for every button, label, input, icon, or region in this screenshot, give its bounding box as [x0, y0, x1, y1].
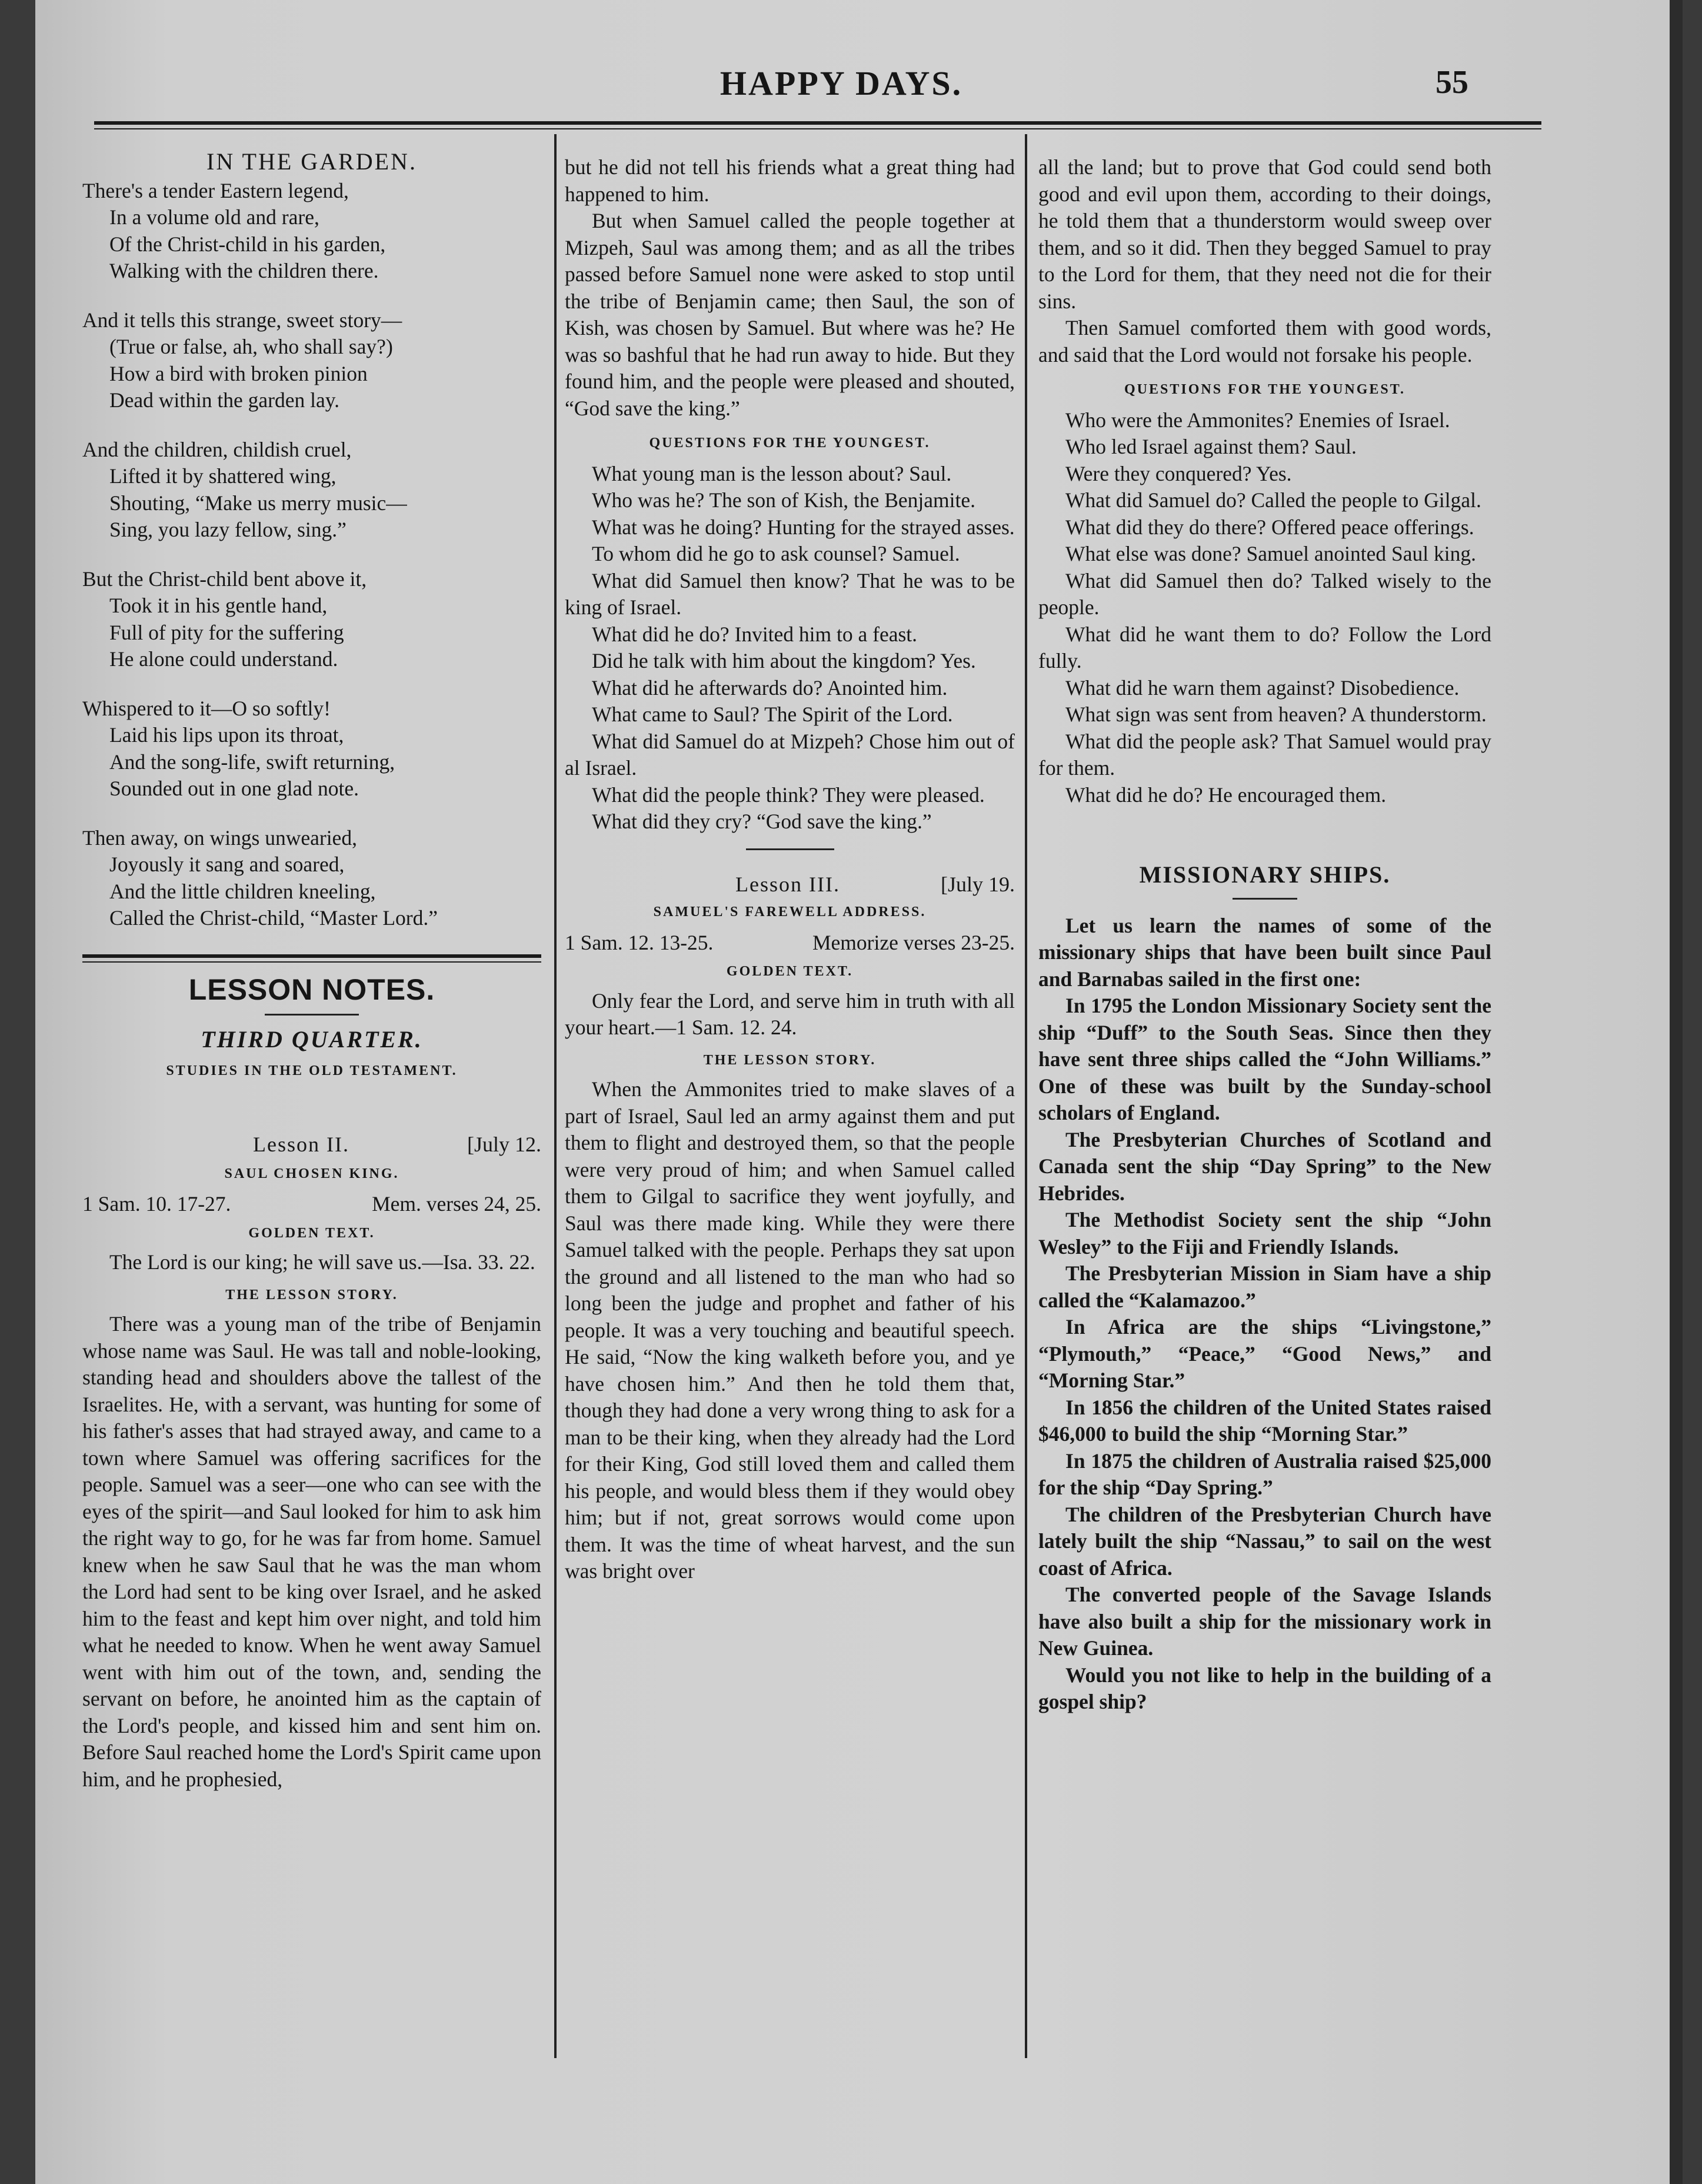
poem-stanzas — [82, 178, 541, 932]
ships-paragraph: The Presbyterian Churches of Scotland and Canada sent the ship “Day Spring” to the New Hebrides. — [1038, 1127, 1491, 1205]
lesson2-questions — [565, 461, 1015, 835]
poem-line: And the children, childish cruel, — [82, 437, 352, 461]
question-answer: What did he afterwards do? Anointed him. — [592, 675, 948, 700]
question-answer: What sign was sent from heaven? A thunderstorm. — [1065, 703, 1487, 726]
question-answer: What did he do? He encouraged them. — [1065, 783, 1387, 807]
lesson3-questions-label: QUESTIONS FOR THE YOUNGEST. — [1124, 382, 1405, 397]
poem-line: Laid his lips upon its throat, — [109, 723, 344, 747]
poem-line: Walking with the children there. — [109, 259, 379, 282]
question-answer: What did he want them to do? Follow the Lord fully. — [1038, 622, 1491, 672]
lesson3-memory-verses: Memorize verses 23-25. — [812, 930, 1015, 954]
question-answer: What young man is the lesson about? Saul. — [592, 461, 952, 485]
short-rule — [1233, 898, 1297, 900]
lesson3-golden-text: Only fear the Lord, and serve him in truth with all your heart.—1 Sam. 12. 24. — [565, 988, 1015, 1039]
question-answer: What did they cry? “God save the king.” — [592, 810, 932, 833]
question-answer: What did Samuel then know? That he was to be king of Israel. — [565, 568, 1015, 619]
ships-paragraph: In 1856 the children of the United States raised $46,000 to build the ship “Morning Star.” — [1038, 1395, 1491, 1446]
poem-line: Full of pity for the suffering — [109, 620, 344, 644]
page-number: 55 — [1435, 64, 1468, 101]
lesson2-scripture: 1 Sam. 10. 17-27. — [82, 1192, 231, 1216]
poem-line: Sounded out in one glad note. — [109, 777, 359, 800]
lesson3-story-continued-1: all the land; but to prove that God could send both good and evil upon them, according to their doings, he told them that a thunderstorm would sweep over them, and so it did. Then they begged Samuel to pray to the Lord for them, that they need not die for their sins. — [1038, 155, 1491, 313]
question-answer: What came to Saul? The Spirit of the Lord. — [592, 703, 953, 726]
poem-line: And it tells this strange, sweet story— — [82, 308, 402, 332]
poem-line: He alone could understand. — [109, 647, 338, 671]
ships-paragraph: In 1795 the London Missionary Society sent the ship “Duff” to the South Seas. Since then they have sent three ships called the “John Williams.” One of these was built by the Sunday-school scholars of England. — [1038, 994, 1491, 1124]
lesson3-heading — [565, 871, 1015, 898]
question-answer: Did he talk with him about the kingdom? Yes. — [592, 649, 976, 672]
poem-line: Sing, you lazy fellow, sing.” — [109, 518, 347, 541]
lesson2-memory-verses: Mem. verses 24, 25. — [372, 1192, 541, 1216]
question-answer: What did he warn them against? Disobedience. — [1065, 675, 1460, 700]
header-rule-thin — [94, 128, 1541, 129]
poem-line: And the song-life, swift returning, — [109, 750, 395, 774]
lesson2-date: [July 12. — [467, 1133, 541, 1156]
ships-paragraph: The Methodist Society sent the ship “John Wesley” to the Fiji and Friendly Islands. — [1038, 1208, 1491, 1259]
lesson2-story-continued-2: But when Samuel called the people together at Mizpeh, Saul was among them; and as all the tribes passed before Samuel none were asked to stop until the tribe of Benjamin came; then Saul, the son of Kish, was chosen by Samuel. But where was he? He was so bashful that he had run away to hide. But they found him, and the people were pleased and shouted, “God save the king.” — [565, 209, 1015, 420]
column-divider-2 — [1025, 134, 1027, 2058]
poem-line: And the little children kneeling, — [109, 879, 376, 903]
missionary-ships-body — [1038, 913, 1491, 1716]
question-answer: Who led Israel against them? Saul. — [1065, 435, 1357, 458]
header-rule-thick — [94, 121, 1541, 125]
ships-paragraph: In Africa are the ships “Livingstone,” “Plymouth,” “Peace,” “Good News,” and “Morning Star.” — [1038, 1315, 1491, 1392]
poem-line: Took it in his gentle hand, — [109, 594, 328, 617]
column-1 — [82, 148, 541, 1793]
ships-paragraph: The children of the Presbyterian Church have lately built the ship “Nassau,” to sail on the west coast of Africa. — [1038, 1502, 1491, 1580]
poem-line: Then away, on wings unwearied, — [82, 825, 357, 850]
lesson2-golden-text: The Lord is our king; he will save us.—Isa. 33. 22. — [109, 1250, 535, 1274]
question-answer: Who was he? The son of Kish, the Benjamite. — [592, 488, 976, 512]
lesson2-story: There was a young man of the tribe of Benjamin whose name was Saul. He was tall and noble-looking, standing head and shoulders above the tallest of the Israelites. He, with a servant, was hunting for some of his father's asses that had strayed away, and came to a town where Samuel was offering sacrifices for the people. Samuel was a seer—one who can see with the eyes of the spirit—and Saul looked for him to ask him the right way to go, for he was far from home. Samuel knew when he saw Saul that he was the man whom the Lord had sent to be king over Israel, and he asked him to the feast and kept him over night, and told him what he needed to know. When he went away Samuel went with him out of the town, and, sending the servant on before, he anointed him as the captain of the Lord's people, and kissed him and sent him on. Before Saul reached home the Lord's Spirit came upon him, and he prophesied, — [82, 1312, 541, 1791]
lesson2-heading — [82, 1131, 541, 1158]
lesson3-golden-label: GOLDEN TEXT. — [726, 964, 854, 979]
section-rule-thick — [82, 954, 541, 958]
question-answer: To whom did he go to ask counsel? Samuel. — [592, 542, 960, 565]
question-answer: What did Samuel do? Called the people to Gilgal. — [1065, 488, 1481, 512]
question-answer: What did the people ask? That Samuel would pray for them. — [1038, 729, 1491, 780]
poem-line: Whispered to it—O so softly! — [82, 696, 331, 720]
ships-paragraph: The converted people of the Savage Islands have also built a ship for the missionary work in New Guinea. — [1038, 1583, 1491, 1660]
studies-subheading: STUDIES IN THE OLD TESTAMENT. — [166, 1063, 458, 1078]
poem-line: Shouting, “Make us merry music— — [109, 491, 407, 515]
poem-stanza — [82, 437, 541, 544]
poem-stanza — [82, 695, 541, 803]
question-answer: What did the people think? They were pleased. — [592, 783, 985, 807]
lesson3-questions — [1038, 407, 1491, 809]
poem-line: Of the Christ-child in his garden, — [109, 232, 386, 256]
poem-line: (True or false, ah, who shall say?) — [109, 335, 393, 358]
lesson-notes-heading: LESSON NOTES. — [188, 973, 435, 1006]
quarter-heading: THIRD QUARTER. — [201, 1026, 423, 1053]
ships-paragraph: The Presbyterian Mission in Siam have a ship called the “Kalamazoo.” — [1038, 1261, 1491, 1312]
lesson3-label: Lesson III. — [735, 872, 840, 896]
lesson3-story: When the Ammonites tried to make slaves of a part of Israel, Saul led an army against them and put them to flight and destroyed them, so that the people were very proud of him; and when Samuel called them to Gilgal to sacrifice they went joyfully, and Saul was there made king. While they were there Samuel talked with the people. Perhaps they sat upon the ground and all listened to the man who had so long been the judge and prophet and father of his people. It was a very touching and beautiful speech. He said, “Now the king walketh before you, and ye have chosen him.” And then he told them that, though they had done a very wrong thing to ask for a man to be their king, when they already had the Lord for their King, God still loved them and called them his people, and would bless them if they would obey him; but if not, great sorrows would come upon them. It was the time of wheat harvest, and the sun was bright over — [565, 1077, 1015, 1583]
poem-line: In a volume old and rare, — [109, 205, 319, 229]
ships-paragraph: Let us learn the names of some of the missionary ships that have been built since Paul and Barnabas sailed in the first one: — [1038, 913, 1491, 991]
lesson2-reference — [82, 1191, 541, 1218]
lesson3-reference — [565, 930, 1015, 957]
lesson3-story-label: THE LESSON STORY. — [703, 1052, 877, 1068]
lesson3-story-continued-2: Then Samuel comforted them with good words, and said that the Lord would not forsake his people. — [1038, 316, 1491, 367]
poem-line: How a bird with broken pinion — [109, 361, 368, 385]
lesson2-label: Lesson II. — [253, 1133, 349, 1156]
page-edge-shadow — [1670, 0, 1683, 2184]
lesson3-scripture: 1 Sam. 12. 13-25. — [565, 930, 714, 954]
question-answer: What did he do? Invited him to a feast. — [592, 622, 918, 646]
lesson3-date: [July 19. — [941, 872, 1015, 896]
poem-line: Joyously it sang and soared, — [109, 853, 345, 876]
ships-paragraph: In 1875 the children of Australia raised $25,000 for the ship “Day Spring.” — [1038, 1449, 1491, 1499]
poem-stanza — [82, 825, 541, 932]
question-answer: Who were the Ammonites? Enemies of Israel. — [1065, 408, 1450, 432]
lesson2-story-label: THE LESSON STORY. — [225, 1287, 398, 1303]
question-answer: What did Samuel then do? Talked wisely to the people. — [1038, 568, 1491, 619]
poem-line: Lifted it by shattered wing, — [109, 464, 337, 488]
column-2 — [565, 154, 1015, 1585]
question-answer: What did they do there? Offered peace offerings. — [1065, 515, 1474, 539]
short-rule — [746, 848, 834, 850]
column-3 — [1038, 154, 1491, 1716]
lesson2-story-continued-1: but he did not tell his friends what a great thing had happened to him. — [565, 155, 1015, 206]
lesson2-questions-label: QUESTIONS FOR THE YOUNGEST. — [649, 435, 931, 451]
poem-line: But the Christ-child bent above it, — [82, 567, 367, 591]
question-answer: What did Samuel do at Mizpeh? Chose him out of al Israel. — [565, 729, 1015, 780]
newspaper-page — [35, 0, 1683, 2184]
poem-stanza — [82, 566, 541, 673]
lesson3-title: SAMUEL'S FAREWELL ADDRESS. — [653, 904, 927, 920]
column-divider-1 — [554, 134, 557, 2058]
poem-line: Called the Christ-child, “Master Lord.” — [109, 906, 438, 930]
lesson2-golden-label: GOLDEN TEXT. — [248, 1225, 375, 1241]
poem-line: There's a tender Eastern legend, — [82, 178, 349, 202]
masthead-title: HAPPY DAYS. — [720, 64, 963, 102]
question-answer: What else was done? Samuel anointed Saul king. — [1065, 542, 1476, 565]
poem-stanza — [82, 307, 541, 414]
lesson2-title: SAUL CHOSEN KING. — [224, 1166, 399, 1181]
poem-line: Dead within the garden lay. — [109, 388, 340, 412]
poem-stanza — [82, 178, 541, 285]
poem-title: IN THE GARDEN. — [206, 148, 417, 175]
missionary-ships-heading: MISSIONARY SHIPS. — [1139, 861, 1391, 888]
question-answer: Were they conquered? Yes. — [1065, 461, 1292, 485]
section-rule-thin — [82, 961, 541, 963]
question-answer: What was he doing? Hunting for the strayed asses. — [592, 515, 1015, 539]
ships-paragraph: Would you not like to help in the building of a gospel ship? — [1038, 1663, 1491, 1713]
short-rule — [265, 1014, 359, 1016]
